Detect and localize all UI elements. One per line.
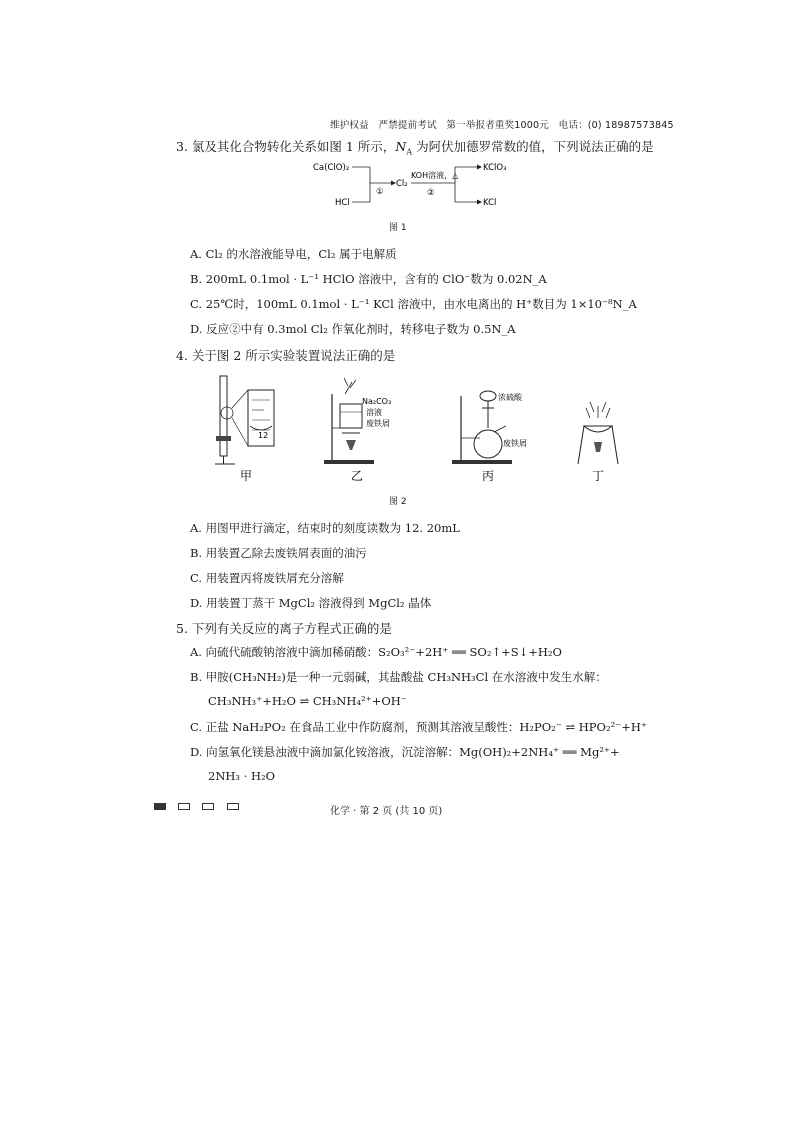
- q4-option-d: D. 用装置丁蒸干 MgCl₂ 溶液得到 MgCl₂ 晶体: [190, 596, 432, 610]
- q3-title-pre: 3. 氯及其化合物转化关系如图 1 所示，: [176, 139, 396, 154]
- apparatus-yi-beaker: [324, 378, 391, 464]
- apparatus-jia-burette: [215, 376, 274, 464]
- figure-2-caption: 图 2: [389, 497, 407, 507]
- q3-na-symbol: N: [395, 139, 407, 154]
- figure-2-apparatus: [180, 368, 640, 488]
- fig1-cl2: Cl₂: [396, 179, 408, 189]
- apparatus-bing-flask: [452, 391, 527, 464]
- fig1-arrow4-head: [477, 200, 482, 205]
- q5-option-d-line1: D. 向氢氧化镁悬浊液中滴加氯化铵溶液，沉淀溶解：Mg(OH)₂+2NH₄⁺ ══ Mg²⁺+: [190, 745, 620, 759]
- apparatus-yi-label: 乙: [351, 469, 364, 483]
- apparatus-ding-evaporating-dish: [578, 402, 618, 464]
- footer-box-2: [202, 803, 214, 810]
- q4-option-a: A. 用图甲进行滴定，结束时的刻度读数为 12. 20mL: [190, 521, 460, 535]
- q3-option-d: D. 反应②中有 0.3mol Cl₂ 作氧化剂时，转移电子数为 0.5N_A: [190, 322, 516, 336]
- fig1-step2: ②: [427, 188, 435, 198]
- q3-option-a: A. Cl₂ 的水溶液能导电，Cl₂ 属于电解质: [190, 247, 397, 261]
- yi-label-solution: 溶液: [366, 408, 382, 417]
- figure-1-caption: 图 1: [389, 223, 407, 233]
- footer-box-filled: [154, 803, 166, 810]
- fig1-arrow3-head: [477, 165, 482, 170]
- footer-box-1: [178, 803, 190, 810]
- bing-label-scrap-iron: 废铁屑: [503, 439, 527, 448]
- apparatus-jia-label: 甲: [240, 469, 253, 483]
- apparatus-bing-label: 丙: [482, 469, 495, 483]
- q5-option-b-line2: CH₃NH₃⁺+H₂O ⇌ CH₃NH₄²⁺+OH⁻: [208, 694, 407, 708]
- header-notice: 维护权益 严禁提前考试 第一举报者重奖1000元 电话：(0) 18987573845: [330, 120, 674, 131]
- fig1-condition: KOH溶液，△: [411, 171, 459, 180]
- yi-label-na2co3: Na₂CO₃: [362, 397, 392, 406]
- fig1-hcl: HCl: [335, 198, 350, 208]
- q5-option-b-line1: B. 甲胺(CH₃NH₂)是一种一元弱碱，其盐酸盐 CH₃NH₃Cl 在水溶液中发生水解：: [190, 670, 607, 684]
- apparatus-ding-label: 丁: [592, 469, 605, 483]
- page-footer: 化学 · 第 2 页 (共 10 页): [330, 806, 443, 817]
- q5-title: 5. 下列有关反应的离子方程式正确的是: [176, 621, 392, 636]
- q3-title: [176, 137, 654, 155]
- bing-label-conc-acid: 浓硫酸: [498, 393, 522, 402]
- q3-option-b: B. 200mL 0.1mol · L⁻¹ HClO 溶液中，含有的 ClO⁻数为 0.02N_A: [190, 272, 547, 286]
- fig1-kcl: KCl: [483, 198, 497, 208]
- q4-title: 4. 关于图 2 所示实验装置说法正确的是: [176, 348, 396, 363]
- fig1-kclo3: KClO₃: [483, 163, 507, 173]
- footer-box-3: [227, 803, 239, 810]
- q5-option-a: A. 向硫代硫酸钠溶液中滴加稀硝酸：S₂O₃²⁻+2H⁺ ══ SO₂↑+S↓+H₂O: [190, 645, 562, 659]
- q5-option-c: C. 正盐 NaH₂PO₂ 在食品工业中作防腐剂，预测其溶液呈酸性：H₂PO₂⁻ ⇌ HPO₂²⁻+H⁺: [190, 720, 647, 734]
- figure-1-diagram: [305, 158, 525, 212]
- yi-label-scrap-iron: 废铁屑: [366, 419, 390, 428]
- fig1-step1: ①: [376, 187, 384, 197]
- fig1-ca-clo2: Ca(ClO)₂: [313, 163, 350, 173]
- q3-option-c: C. 25℃时，100mL 0.1mol · L⁻¹ KCl 溶液中，由水电离出的 H⁺数目为 1×10⁻⁸N_A: [190, 297, 637, 311]
- q5-option-d-line2: 2NH₃ · H₂O: [208, 769, 276, 783]
- q4-option-b: B. 用装置乙除去废铁屑表面的油污: [190, 546, 367, 560]
- q4-option-c: C. 用装置丙将废铁屑充分溶解: [190, 571, 344, 585]
- q3-na-subscript: A: [406, 146, 413, 157]
- jia-scale-mark: 12: [258, 431, 269, 440]
- q3-title-post: 为阿伏加德罗常数的值，下列说法正确的是: [412, 139, 654, 154]
